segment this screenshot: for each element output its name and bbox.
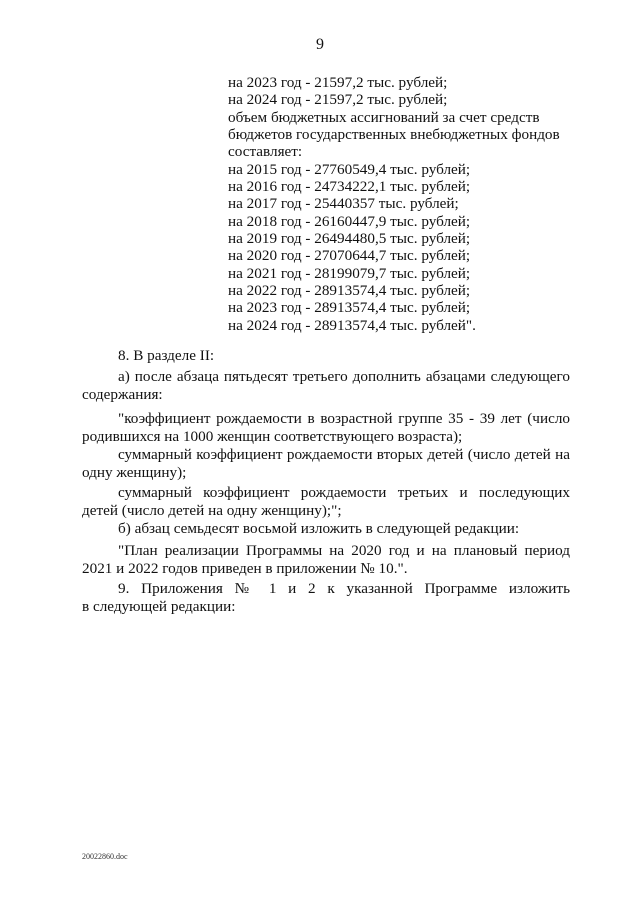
section-9-line: в следующей редакции: xyxy=(82,598,236,615)
budget-line: на 2021 год - 28199079,7 тыс. рублей; xyxy=(228,265,471,282)
paragraph-a-line: содержания: xyxy=(82,386,163,403)
budget-line: на 2020 год - 27070644,7 тыс. рублей; xyxy=(228,247,471,264)
quote-line: родившихся на 1000 женщин соответствующего возраста); xyxy=(82,428,463,445)
quote-line: детей (число детей на одну женщину);"; xyxy=(82,502,342,519)
budget-line: на 2018 год - 26160447,9 тыс. рублей; xyxy=(228,213,471,230)
budget-line: на 2024 год - 21597,2 тыс. рублей; xyxy=(228,91,448,108)
budget-line: на 2023 год - 21597,2 тыс. рублей; xyxy=(228,74,448,91)
budget-line: на 2023 год - 28913574,4 тыс. рублей; xyxy=(228,299,471,316)
quote-line: суммарный коэффициент рождаемости третьих и последующих xyxy=(118,484,570,501)
quote-line: суммарный коэффициент рождаемости вторых детей (число детей на xyxy=(118,446,570,463)
section-9-line: 9. Приложения № 1 и 2 к указанной Программе изложить xyxy=(118,580,570,597)
budget-line: на 2016 год - 24734222,1 тыс. рублей; xyxy=(228,178,471,195)
budget-line: объем бюджетных ассигнований за счет средств xyxy=(228,109,540,126)
quote-line: "коэффициент рождаемости в возрастной группе 35 - 39 лет (число xyxy=(118,410,570,427)
quote-line: 2021 и 2022 годов приведен в приложении № 10.". xyxy=(82,560,408,577)
page-number: 9 xyxy=(316,36,324,53)
budget-line: составляет: xyxy=(228,143,303,160)
budget-line: на 2015 год - 27760549,4 тыс. рублей; xyxy=(228,161,471,178)
budget-line: на 2024 год - 28913574,4 тыс. рублей". xyxy=(228,317,476,334)
document-filename: 20022860.doc xyxy=(82,852,128,861)
quote-line: одну женщину); xyxy=(82,464,187,481)
paragraph-b-line: б) абзац семьдесят восьмой изложить в следующей редакции: xyxy=(118,520,520,537)
budget-line: на 2019 год - 26494480,5 тыс. рублей; xyxy=(228,230,471,247)
budget-line: бюджетов государственных внебюджетных фондов xyxy=(228,126,560,143)
budget-line: на 2022 год - 28913574,4 тыс. рублей; xyxy=(228,282,471,299)
quote-line: "План реализации Программы на 2020 год и на плановый период xyxy=(118,542,570,559)
budget-line: на 2017 год - 25440357 тыс. рублей; xyxy=(228,195,459,212)
section-8-heading: 8. В разделе II: xyxy=(118,347,215,364)
paragraph-a-line: а) после абзаца пятьдесят третьего дополнить абзацами следующего xyxy=(118,368,570,385)
